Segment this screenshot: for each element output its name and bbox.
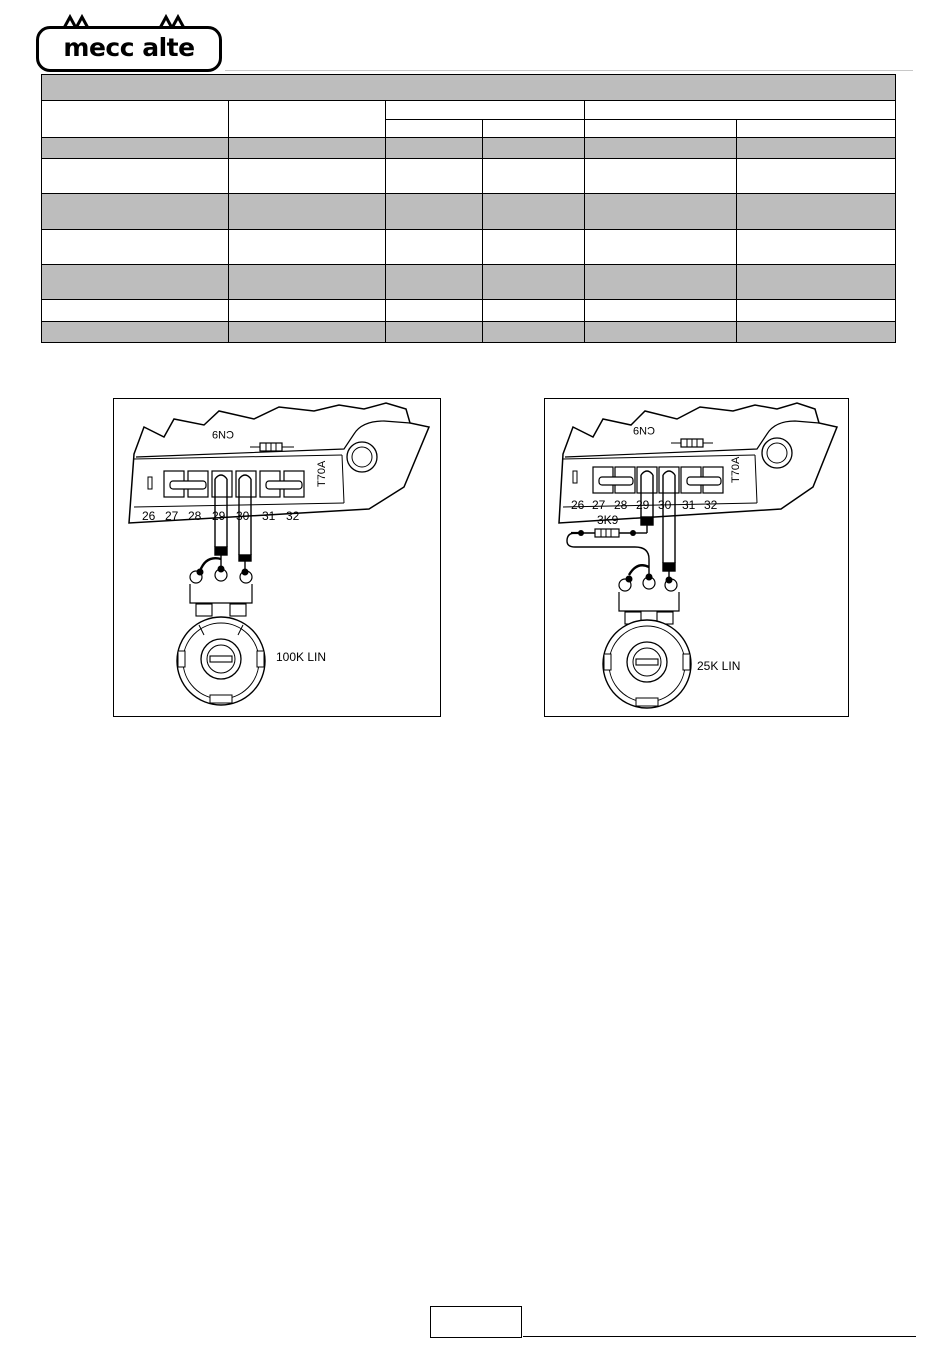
wiring-diagram-100k <box>113 398 441 717</box>
potentiometer-icon <box>603 574 691 708</box>
board-label: T70A <box>730 456 742 483</box>
table-row <box>42 229 896 264</box>
brand-logo <box>30 14 226 72</box>
table-cell <box>42 265 229 300</box>
table-row <box>42 265 896 300</box>
spec-table <box>41 74 896 343</box>
terminal-label: 32 <box>286 509 300 523</box>
pot-value-label: 100K LIN <box>276 650 327 664</box>
table-cell <box>42 75 896 101</box>
table-cell <box>42 158 229 193</box>
terminal-numbers <box>142 509 300 523</box>
table-cell <box>229 137 386 158</box>
table-cell <box>483 265 585 300</box>
table-cell <box>42 137 229 158</box>
table-cell <box>585 101 896 120</box>
table-cell <box>386 137 483 158</box>
board-label: T70A <box>316 460 328 487</box>
connector-label: CN9 <box>211 428 234 440</box>
table-cell <box>386 194 483 229</box>
table-cell <box>42 300 229 321</box>
terminal-label: 31 <box>682 498 696 512</box>
table-cell <box>386 321 483 342</box>
terminal-label: 29 <box>212 509 226 523</box>
table-cell <box>42 101 229 137</box>
table-cell <box>585 194 737 229</box>
table-cell <box>483 194 585 229</box>
table-cell <box>737 229 896 264</box>
terminal-label: 30 <box>236 509 250 523</box>
terminal-numbers <box>571 498 718 512</box>
potentiometer-icon <box>177 566 265 705</box>
table-cell <box>229 194 386 229</box>
table-cell <box>386 120 483 137</box>
table-cell <box>585 158 737 193</box>
terminal-label: 27 <box>165 509 179 523</box>
logo-frame <box>36 26 222 72</box>
terminal-label: 31 <box>262 509 276 523</box>
table-row <box>42 321 896 342</box>
table-cell <box>229 101 386 137</box>
resistor-value-label: 3K9 <box>597 513 619 527</box>
table-cell <box>42 194 229 229</box>
table-cell <box>483 137 585 158</box>
table-row <box>42 194 896 229</box>
table-cell <box>737 120 896 137</box>
table-cell <box>386 158 483 193</box>
table-cell <box>386 265 483 300</box>
terminal-label: 28 <box>188 509 202 523</box>
terminal-label: 27 <box>592 498 606 512</box>
terminal-label: 32 <box>704 498 718 512</box>
pot-value-label: 25K LIN <box>697 659 741 673</box>
table-cell <box>386 101 585 120</box>
table-row <box>42 137 896 158</box>
table-cell <box>483 300 585 321</box>
wiring-diagram-25k <box>544 398 849 717</box>
table-cell <box>737 158 896 193</box>
connector-label: CN9 <box>632 424 655 436</box>
table-title-row <box>42 75 896 101</box>
table-row <box>42 300 896 321</box>
table-cell <box>737 300 896 321</box>
table-cell <box>229 158 386 193</box>
table-cell <box>42 321 229 342</box>
table-cell <box>483 229 585 264</box>
series-resistor-icon <box>595 529 619 537</box>
table-cell <box>483 158 585 193</box>
table-cell <box>737 194 896 229</box>
table-cell <box>585 265 737 300</box>
terminal-label: 26 <box>142 509 156 523</box>
brand-name: mecc alte <box>63 33 195 62</box>
terminal-label: 30 <box>658 498 672 512</box>
table-cell <box>229 229 386 264</box>
table-cell <box>585 300 737 321</box>
table-header-row <box>42 101 896 120</box>
table-cell <box>229 300 386 321</box>
table-cell <box>737 321 896 342</box>
table-cell <box>737 265 896 300</box>
table-cell <box>483 321 585 342</box>
table-cell <box>42 229 229 264</box>
page-number-box <box>430 1306 522 1338</box>
table-cell <box>585 137 737 158</box>
table-cell <box>229 321 386 342</box>
table-cell <box>483 120 585 137</box>
table-cell <box>585 321 737 342</box>
table-row <box>42 158 896 193</box>
terminal-label: 26 <box>571 498 585 512</box>
table-cell <box>585 229 737 264</box>
table-cell <box>737 137 896 158</box>
terminal-label: 28 <box>614 498 628 512</box>
table-cell <box>229 265 386 300</box>
terminal-label: 29 <box>636 498 650 512</box>
table-cell <box>386 229 483 264</box>
footer-rule <box>523 1336 916 1337</box>
header-rule <box>225 70 913 71</box>
table-cell <box>585 120 737 137</box>
table-cell <box>386 300 483 321</box>
